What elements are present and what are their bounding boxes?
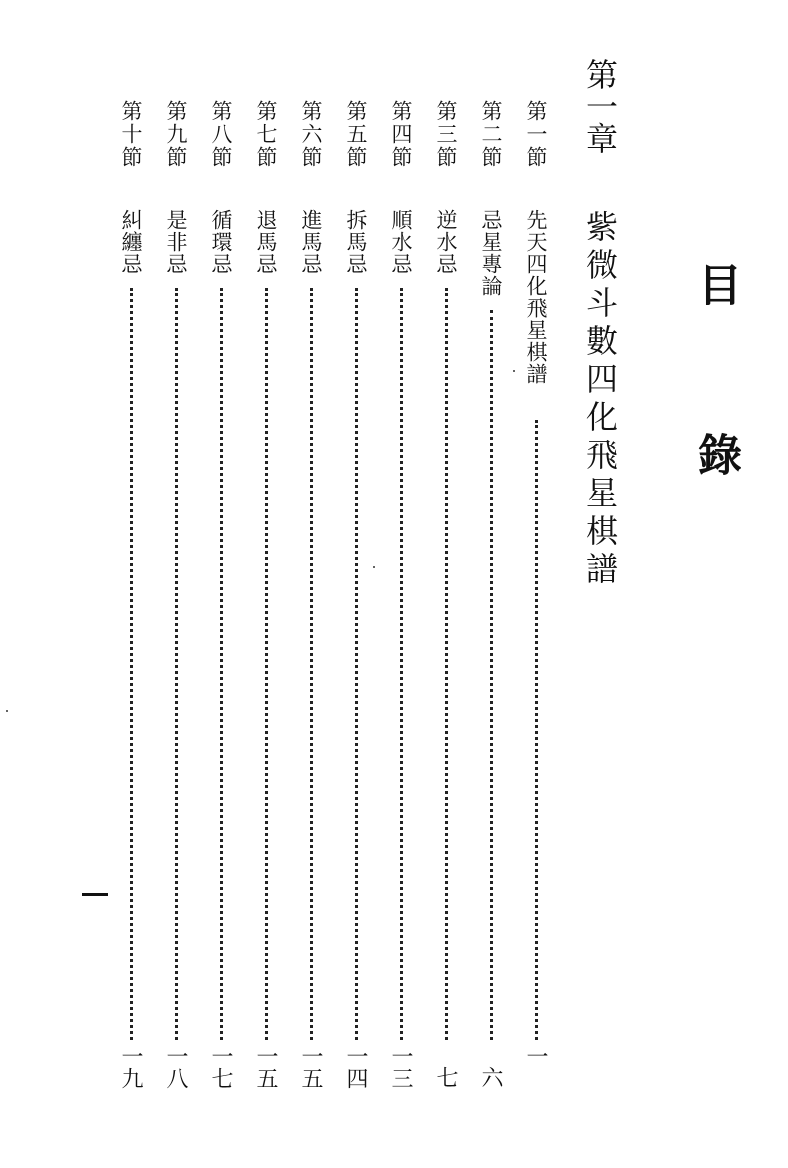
section-label: 第五節 [344, 100, 368, 169]
dot-leader [265, 288, 268, 1040]
section-label: 第十節 [119, 100, 143, 169]
section-title: 順水忌 [389, 209, 413, 275]
section-label: 第八節 [209, 100, 233, 169]
section-title: 忌星專論 [479, 209, 503, 297]
section-page-number: 一五 [253, 1045, 278, 1089]
section-title: 先天四化飛星棋譜 [524, 209, 548, 385]
section-label: 第三節 [434, 100, 458, 169]
dot-leader [175, 288, 178, 1040]
section-page-number: 六 [478, 1066, 503, 1088]
dot-leader [355, 288, 358, 1040]
toc-heading-mu: 目 [690, 262, 741, 306]
section-title: 退馬忌 [254, 209, 278, 275]
chapter-label: 第一章 [581, 58, 619, 154]
section-label: 第六節 [299, 100, 323, 169]
section-page-number: 一 [523, 1045, 548, 1067]
toc-heading-lu: 錄 [690, 432, 741, 476]
section-page-number: 一三 [388, 1045, 413, 1089]
section-page-number: 七 [433, 1066, 458, 1088]
dot-leader [130, 288, 133, 1040]
folio-page-number [82, 893, 108, 896]
scan-speck [373, 566, 375, 568]
chapter-title: 紫微斗數四化飛星棋譜 [581, 210, 619, 590]
dot-leader [535, 420, 538, 1040]
dot-leader [220, 288, 223, 1040]
section-label: 第二節 [479, 100, 503, 169]
section-page-number: 一八 [163, 1045, 188, 1089]
section-label: 第七節 [254, 100, 278, 169]
dot-leader [490, 310, 493, 1040]
scan-speck [513, 370, 515, 372]
section-title: 循環忌 [209, 209, 233, 275]
dot-leader [310, 288, 313, 1040]
section-title: 進馬忌 [299, 209, 323, 275]
section-label: 第四節 [389, 100, 413, 169]
section-title: 糾纏忌 [119, 209, 143, 275]
dot-leader [445, 288, 448, 1040]
section-page-number: 一四 [343, 1045, 368, 1089]
section-page-number: 一五 [298, 1045, 323, 1089]
section-title: 逆水忌 [434, 209, 458, 275]
section-title: 是非忌 [164, 209, 188, 275]
section-label: 第九節 [164, 100, 188, 169]
section-label: 第一節 [524, 100, 548, 169]
dot-leader [400, 288, 403, 1040]
section-page-number: 一九 [118, 1045, 143, 1089]
section-title: 拆馬忌 [344, 209, 368, 275]
section-page-number: 一七 [208, 1045, 233, 1089]
scan-speck [6, 710, 8, 712]
